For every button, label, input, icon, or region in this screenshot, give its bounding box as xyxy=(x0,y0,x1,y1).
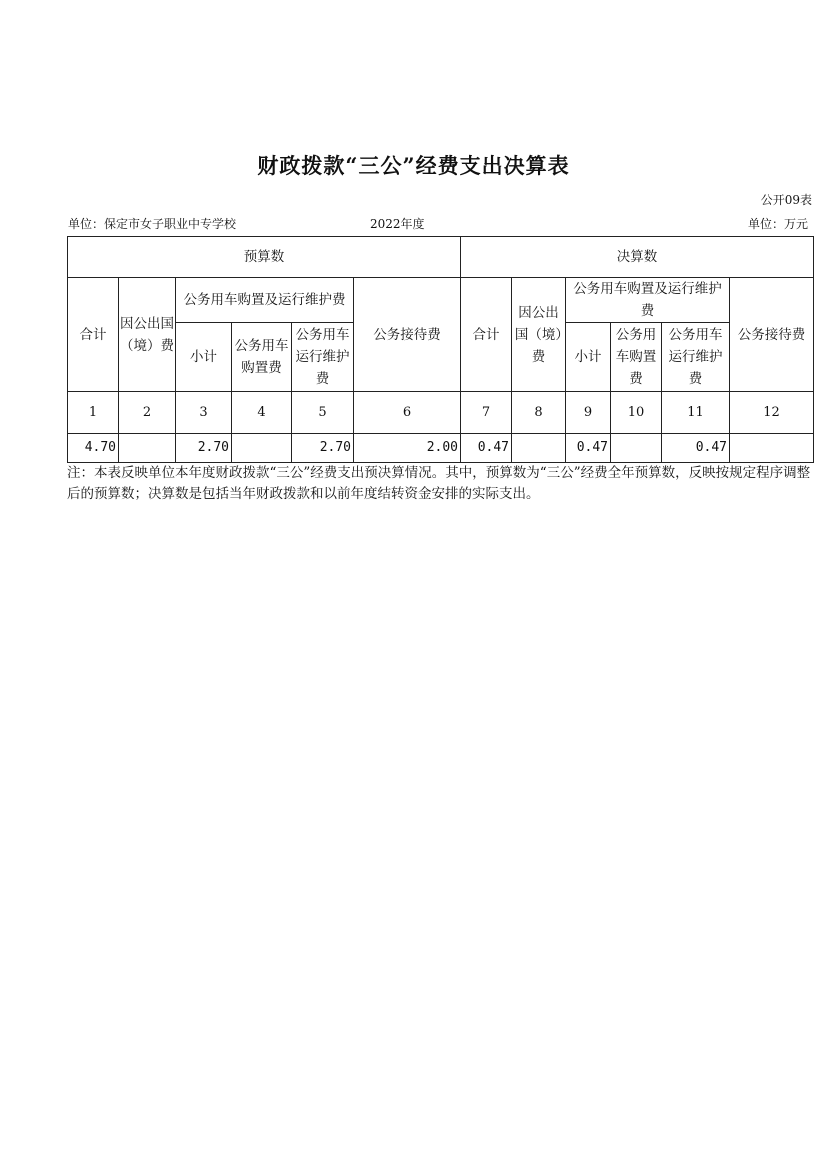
header-operation: 公务用车运行维护费 xyxy=(662,323,730,392)
header-vehicle: 公务用车购置及运行维护费 xyxy=(566,278,730,323)
three-public-expenses-table xyxy=(67,236,814,463)
data-cell: 2.00 xyxy=(354,434,461,463)
index-cell: 11 xyxy=(662,392,730,434)
header-reception: 公务接待费 xyxy=(730,278,814,392)
index-cell: 8 xyxy=(512,392,566,434)
group-header-final: 决算数 xyxy=(461,237,814,278)
index-cell: 3 xyxy=(176,392,232,434)
header-total: 合计 xyxy=(68,278,119,392)
header-subtotal: 小计 xyxy=(176,323,232,392)
data-row xyxy=(68,434,814,463)
data-cell: 2.70 xyxy=(292,434,354,463)
header-abroad: 因公出国（境）费 xyxy=(512,278,566,392)
header-purchase: 公务用车购置费 xyxy=(232,323,292,392)
index-cell: 4 xyxy=(232,392,292,434)
data-cell: 0.47 xyxy=(662,434,730,463)
form-code: 公开09表 xyxy=(760,193,812,207)
data-cell: 0.47 xyxy=(566,434,611,463)
header-reception: 公务接待费 xyxy=(354,278,461,392)
header-vehicle: 公务用车购置及运行维护费 xyxy=(176,278,354,323)
header-operation: 公务用车运行维护费 xyxy=(292,323,354,392)
index-row xyxy=(68,392,814,434)
money-unit: 单位：万元 xyxy=(747,217,808,231)
index-cell: 10 xyxy=(611,392,662,434)
header-total: 合计 xyxy=(461,278,512,392)
data-cell xyxy=(730,434,814,463)
fiscal-year: 2022年度 xyxy=(370,217,425,231)
group-header-budget: 预算数 xyxy=(68,237,461,278)
table-note: 注：本表反映单位本年度财政拨款“三公”经费支出预决算情况。其中，预算数为“三公”经费全年预算数，反映按规定程序调整后的预算数；决算数是包括当年财政拨款和以前年度结转资金安排的实际支出。 xyxy=(67,465,811,502)
index-cell: 12 xyxy=(730,392,814,434)
header-abroad: 因公出国（境）费 xyxy=(119,278,176,392)
index-cell: 2 xyxy=(119,392,176,434)
data-cell xyxy=(119,434,176,463)
data-cell xyxy=(232,434,292,463)
header-subtotal: 小计 xyxy=(566,323,611,392)
page-title: 财政拨款“三公”经费支出决算表 xyxy=(257,153,570,178)
unit-name: 单位：保定市女子职业中专学校 xyxy=(68,217,237,231)
data-cell: 2.70 xyxy=(176,434,232,463)
index-cell: 5 xyxy=(292,392,354,434)
data-cell: 4.70 xyxy=(68,434,119,463)
index-cell: 7 xyxy=(461,392,512,434)
data-cell: 0.47 xyxy=(461,434,512,463)
index-cell: 1 xyxy=(68,392,119,434)
header-purchase: 公务用车购置费 xyxy=(611,323,662,392)
data-cell xyxy=(512,434,566,463)
data-cell xyxy=(611,434,662,463)
index-cell: 6 xyxy=(354,392,461,434)
index-cell: 9 xyxy=(566,392,611,434)
